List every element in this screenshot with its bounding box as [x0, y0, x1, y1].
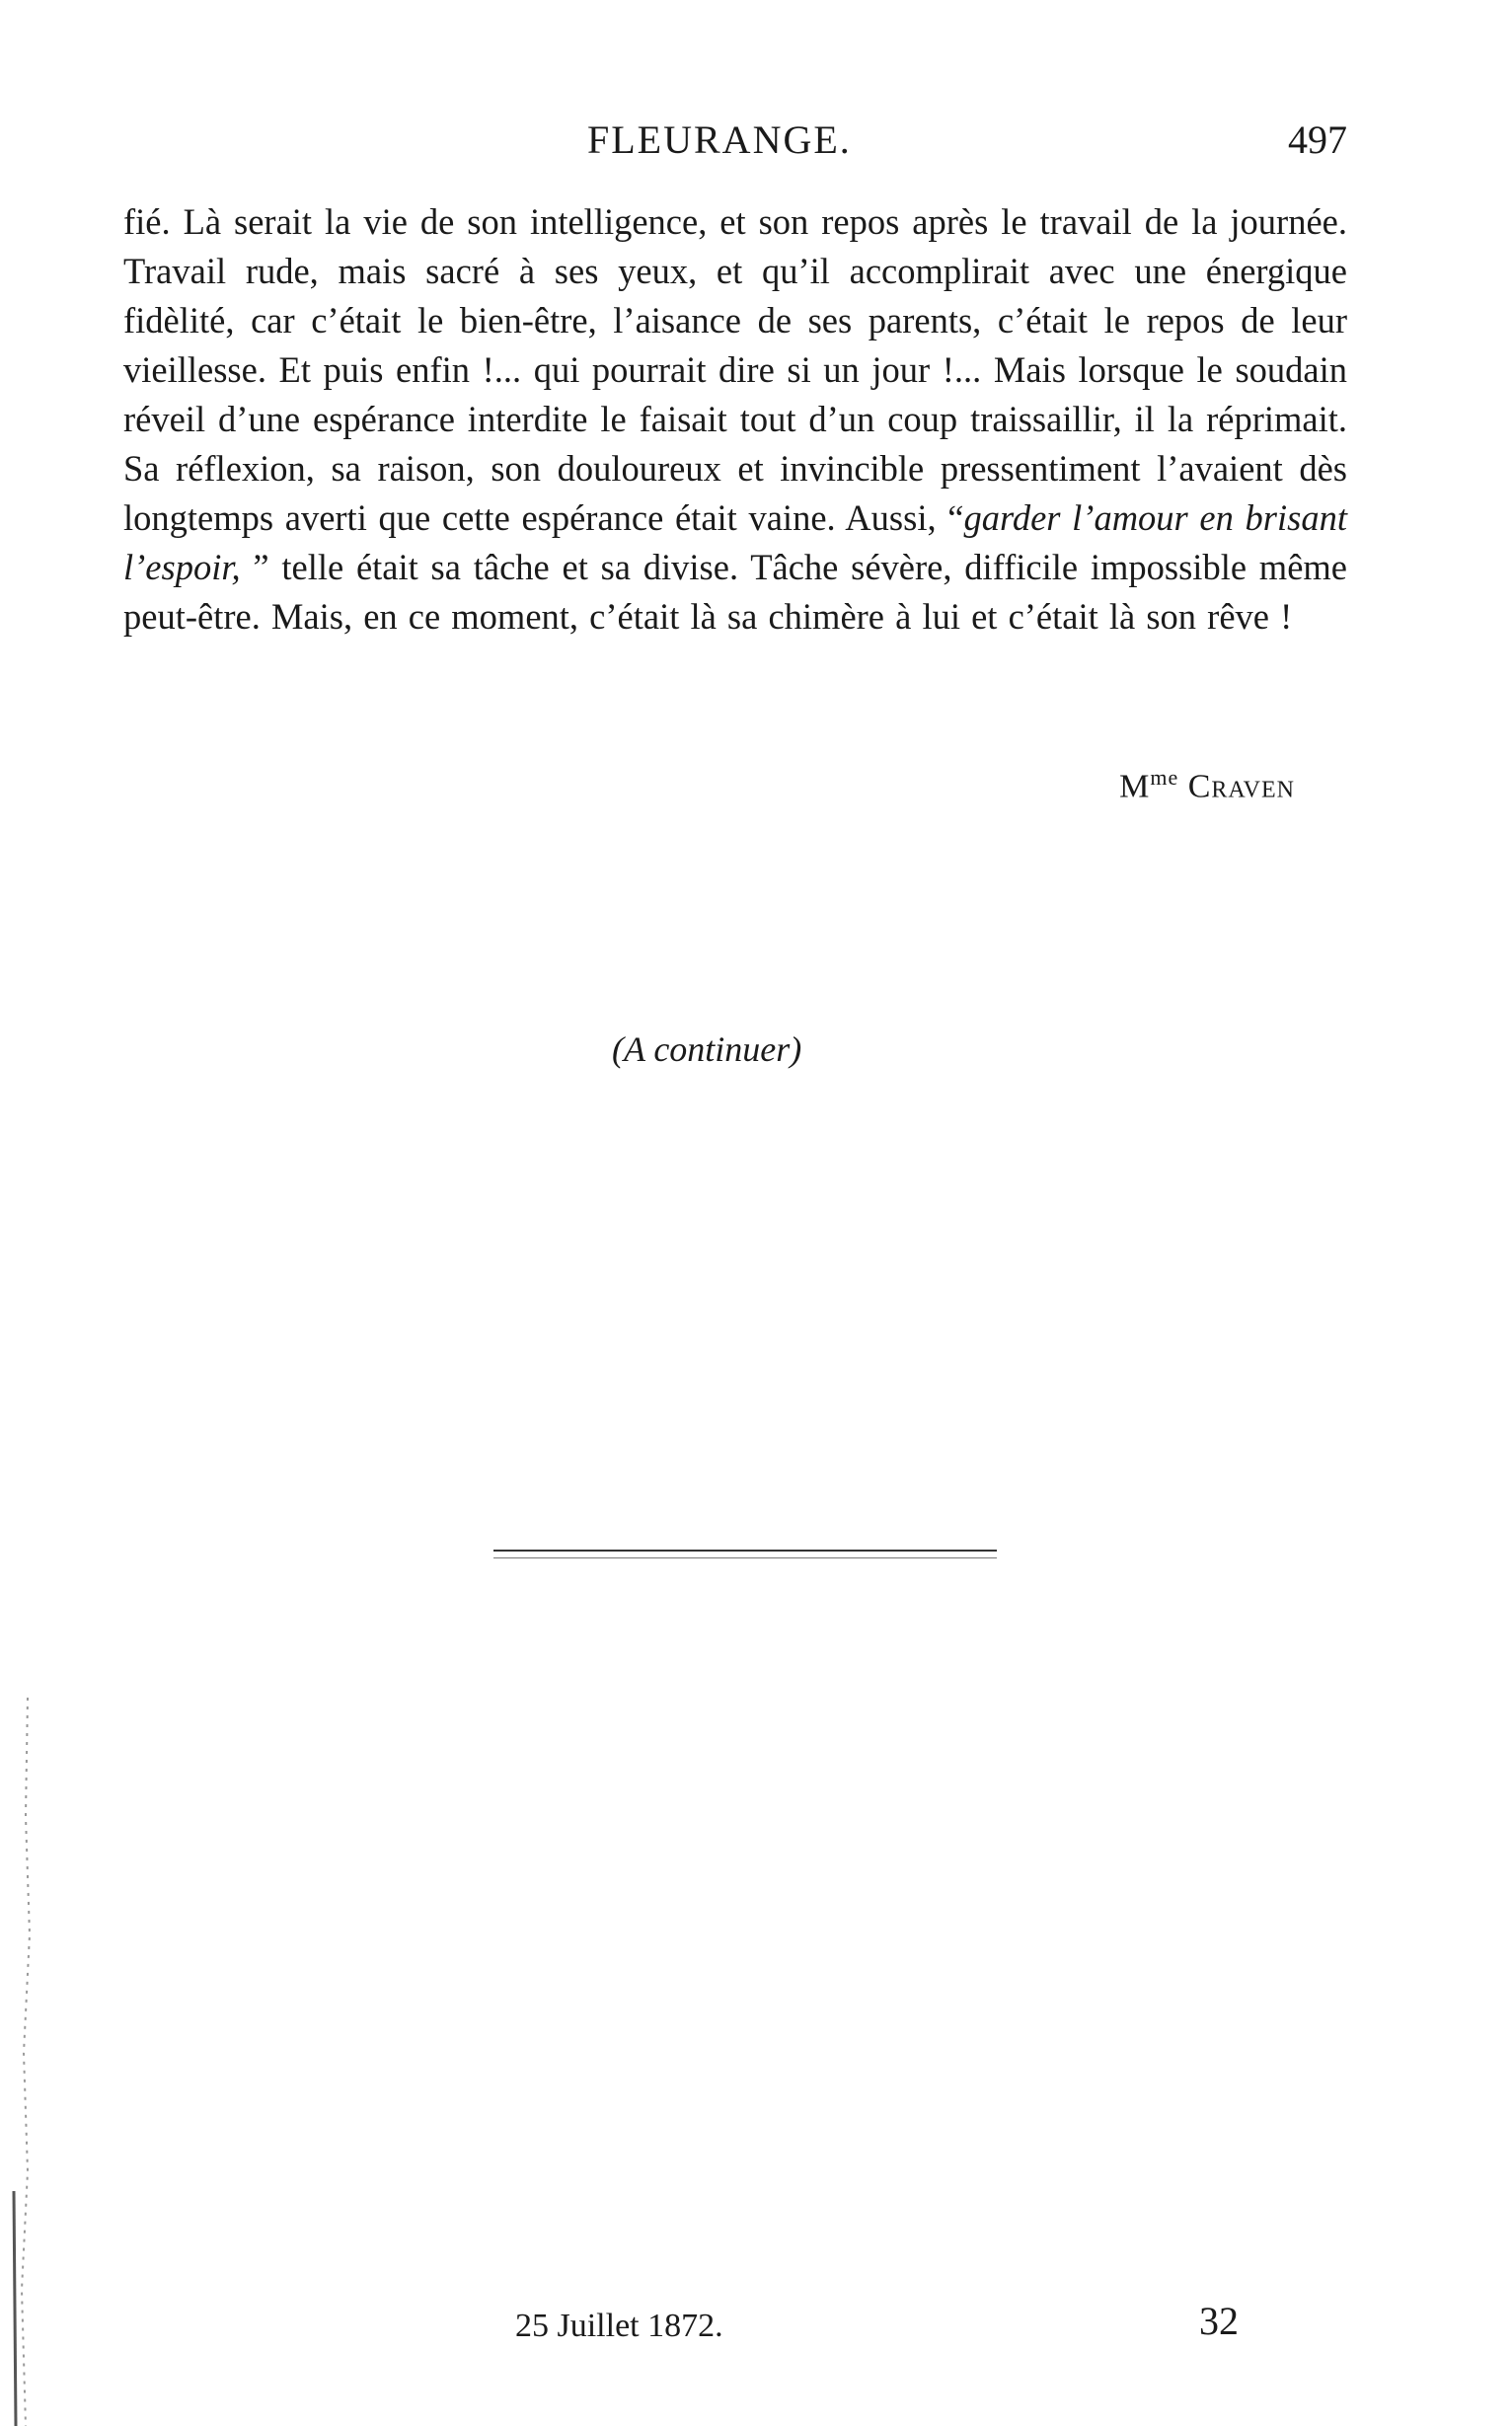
- running-head: [123, 116, 1347, 166]
- text-segment-1: fié. Là serait la vie de son intelligence, et son repos après le travail de la journée. Travail rude, mais sacré à ses yeux, et qu’il accomplirait avec une énergique fidèlité, car c’était le bien-être, l’aisance de ses parents, c’était le repos de leur vieillesse. Et puis enfin !... qui pourrait dire si un jour !... Mais lorsque le soudain réveil d’une espérance interdite le faisait tout d’un coup traissaillir, il la réprimait. Sa réflexion, sa raison, son douloureux et invincible pressentiment l’avaient dès longtemps averti que cette espérance était vaine. Aussi, “: [123, 201, 1347, 538]
- author-name: Craven: [1187, 768, 1295, 805]
- text-segment-3: ” telle était sa tâche et sa divise. Tâche sévère, difficile impossible même peut-être. Mais, en ce moment, c’était là sa chimère à lui et c’était là son rêve !: [123, 547, 1347, 637]
- running-title: FLEURANGE.: [587, 117, 852, 162]
- paragraph: [123, 197, 1347, 642]
- author-prefix: M: [1119, 768, 1151, 805]
- body-paragraph: [123, 197, 1347, 642]
- author-signature: [1119, 765, 1295, 805]
- author-prefix-superscript: me: [1150, 765, 1179, 790]
- section-divider: [493, 1550, 997, 1552]
- italic-quote: garder l’amour en brisant l’espoir,: [123, 497, 1347, 587]
- page-number: 497: [1288, 117, 1347, 162]
- scan-edge-artifact: [8, 1698, 38, 2426]
- footer-date: 25 Juillet 1872.: [515, 2308, 723, 2344]
- footer-signature-mark: 32: [1199, 2299, 1239, 2343]
- continuation-note: (A continuer): [612, 1029, 802, 1069]
- section-divider-thin: [493, 1557, 997, 1558]
